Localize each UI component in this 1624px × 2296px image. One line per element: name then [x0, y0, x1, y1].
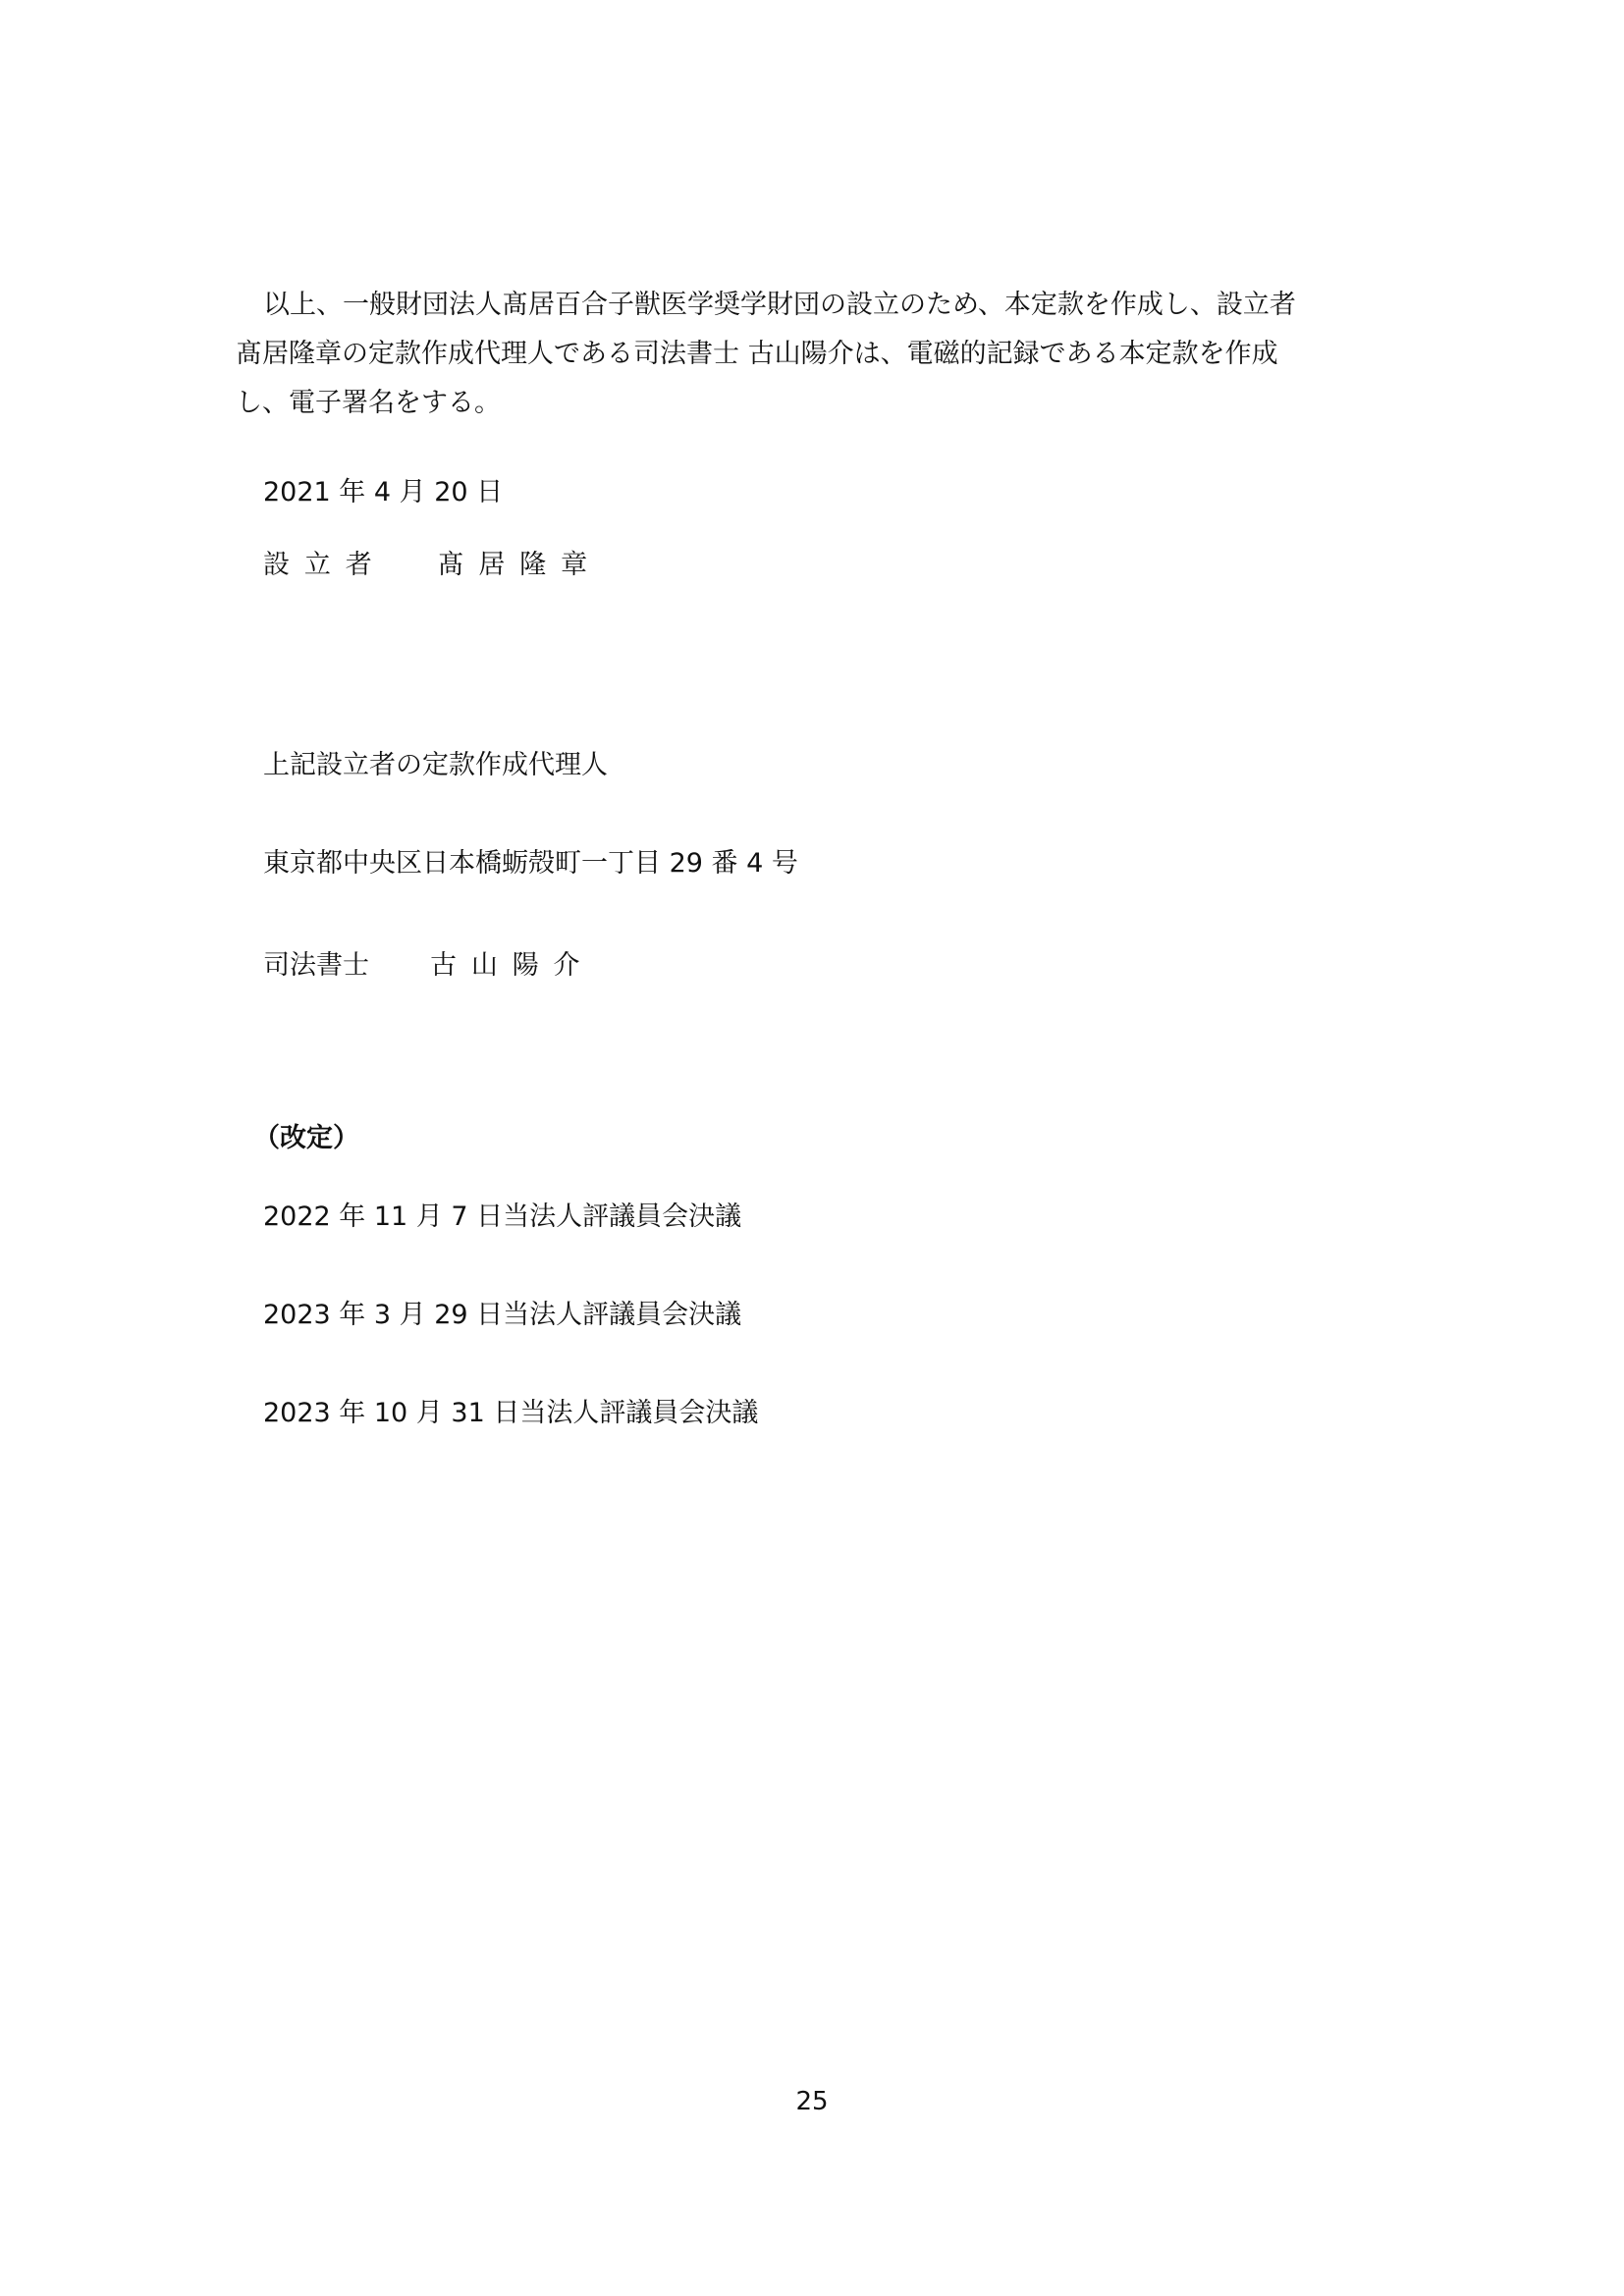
founder-line	[263, 552, 602, 578]
intro-paragraph-line-3: し、電子署名をする。	[236, 388, 501, 418]
agent-title: 司法書士	[263, 950, 369, 981]
intro-paragraph-line-2: 髙居隆章の定款作成代理人である司法書士 古山陽介は、電磁的記録である本定款を作成	[236, 339, 1278, 369]
founder-role: 設立者	[263, 550, 387, 580]
agent-name: 古山陽介	[430, 950, 595, 981]
amendment-item-1: 2022 年 11 月 7 日当法人評議員会決議	[263, 1201, 742, 1232]
page-number: 25	[795, 2087, 829, 2116]
amendments-heading: （改定）	[253, 1123, 359, 1153]
signing-date: 2021 年 4 月 20 日	[263, 477, 504, 507]
agent-line	[263, 952, 594, 979]
amendment-item-2: 2023 年 3 月 29 日当法人評議員会決議	[263, 1300, 742, 1330]
founder-name: 髙居隆章	[437, 550, 602, 580]
amendment-item-3: 2023 年 10 月 31 日当法人評議員会決議	[263, 1398, 759, 1428]
intro-paragraph	[236, 281, 1394, 428]
agent-address: 東京都中央区日本橋蛎殻町一丁目 29 番 4 号	[263, 848, 798, 879]
intro-paragraph-line-1: 以上、一般財団法人髙居百合子獣医学奨学財団の設立のため、本定款を作成し、設立者	[263, 290, 1296, 320]
agent-heading: 上記設立者の定款作成代理人	[263, 750, 608, 780]
